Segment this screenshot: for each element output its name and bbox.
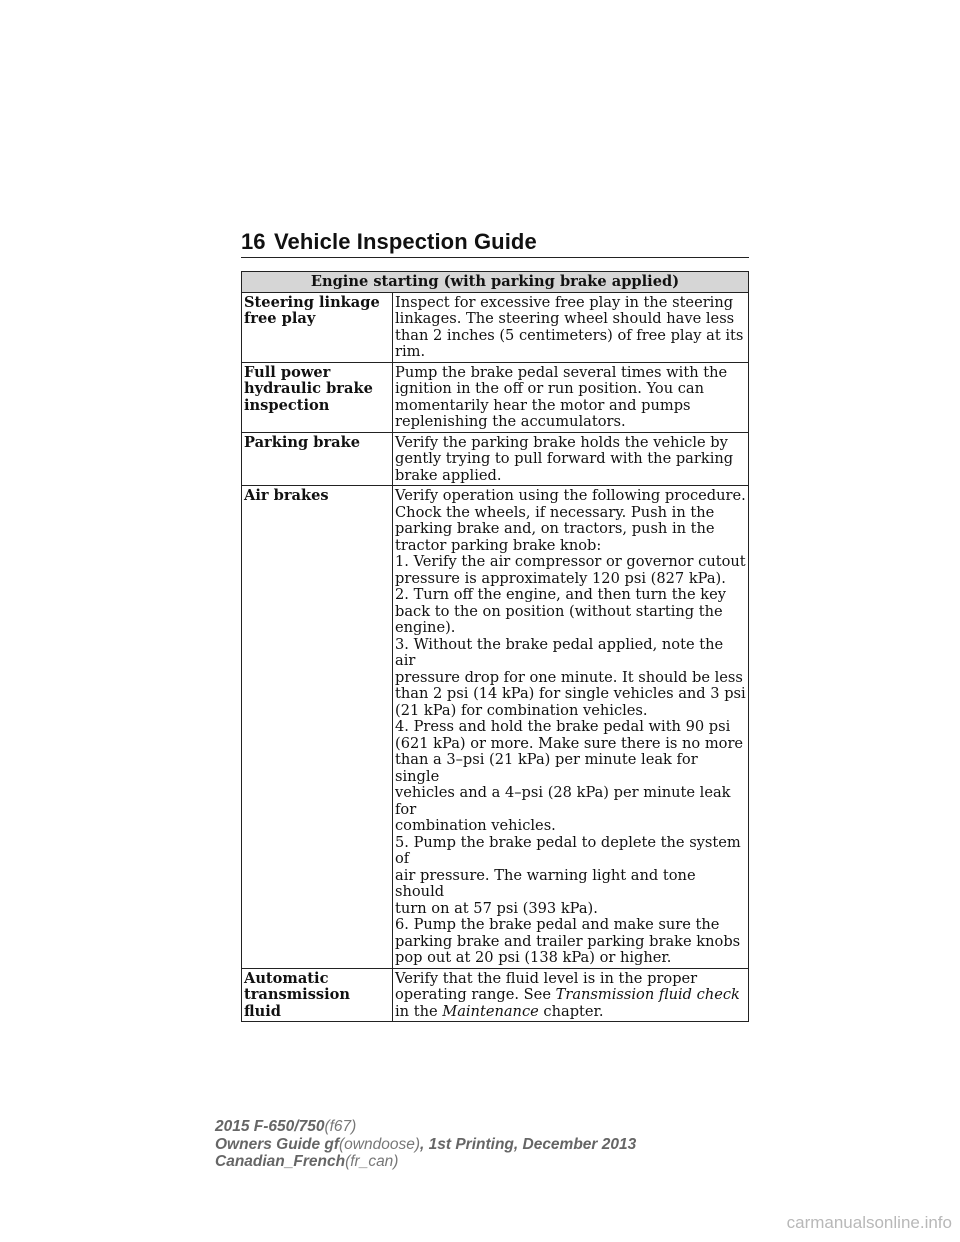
table-row	[242, 432, 749, 486]
row-description-line: pressure drop for one minute. It should be less	[395, 668, 743, 686]
row-description-line: 3. Without the brake pedal applied, note the air	[395, 635, 724, 669]
footer-guide: Owners Guide gf	[215, 1135, 340, 1153]
row-description	[393, 486, 749, 969]
inspection-table	[241, 271, 749, 1022]
row-description-line: than 2 inches (5 centimeters) of free play at its	[395, 326, 744, 344]
row-description-line: air pressure. The warning light and tone should	[395, 866, 696, 900]
table-body	[242, 292, 749, 1022]
row-description-line: back to the on position (without starting the	[395, 602, 723, 620]
row-description-line: vehicles and a 4–psi (28 kPa) per minute leak for	[395, 784, 731, 818]
cross-reference: Transmission fluid check	[555, 986, 740, 1003]
page-header	[241, 229, 749, 258]
row-description-line: 6. Pump the brake pedal and make sure the	[395, 916, 720, 933]
footer-language-code: (fr_can)	[345, 1153, 399, 1170]
row-description-line: engine).	[395, 619, 456, 636]
row-label-line: Automatic	[244, 969, 329, 987]
footer-line-2	[215, 1136, 636, 1154]
row-description-line: linkages. The steering wheel should have less	[395, 310, 735, 327]
row-label-line: hydraulic brake	[244, 380, 373, 397]
row-description-line: momentarily hear the motor and pumps	[395, 396, 691, 414]
row-label	[242, 292, 393, 362]
row-label	[242, 968, 393, 1022]
page-number: 16	[241, 229, 266, 254]
row-description-line: Verify that the fluid level is in the proper	[395, 969, 698, 987]
document-footer	[215, 1118, 636, 1171]
description-text: chapter.	[538, 1002, 604, 1020]
table-header-row	[242, 272, 749, 293]
row-description-line: Pump the brake pedal several times with the	[395, 363, 728, 381]
row-description	[393, 968, 749, 1022]
table-row	[242, 292, 749, 362]
row-label-line: Parking brake	[244, 433, 361, 451]
row-description-line: pressure is approximately 120 psi (827 kPa).	[395, 569, 726, 587]
table-row	[242, 486, 749, 969]
footer-model: 2015 F-650/750	[215, 1118, 325, 1135]
row-description-line: turn on at 57 psi (393 kPa).	[395, 899, 598, 917]
description-text: operating range. See	[395, 986, 556, 1003]
row-description-line: tractor parking brake knob:	[395, 536, 602, 554]
watermark: carmanualsonline.info	[786, 1213, 952, 1232]
footer-guide-code: (owndoose)	[339, 1135, 421, 1153]
row-description-line: Chock the wheels, if necessary. Push in the	[395, 503, 715, 521]
table-heading: Engine starting (with parking brake applied)	[242, 272, 749, 293]
footer-model-code: (f67)	[324, 1118, 357, 1135]
row-description-line: Inspect for excessive free play in the steering	[395, 293, 734, 311]
row-description	[393, 292, 749, 362]
row-description-line	[395, 987, 746, 1004]
row-label-line: Full power	[244, 363, 331, 381]
row-description-line: 1. Verify the air compressor or governor cutout	[395, 553, 746, 570]
row-description-line: (21 kPa) for combination vehicles.	[395, 701, 648, 719]
chapter-reference: Maintenance	[442, 1002, 539, 1020]
row-label-line: free play	[244, 310, 316, 327]
footer-line-3	[215, 1153, 636, 1171]
row-label-line: inspection	[244, 396, 330, 414]
row-description-line: 2. Turn off the engine, and then turn the key	[395, 586, 726, 603]
row-label	[242, 432, 393, 486]
row-description	[393, 362, 749, 432]
section-title: Vehicle Inspection Guide	[274, 229, 537, 254]
row-description-line: Verify operation using the following procedure.	[395, 487, 746, 504]
row-description-line: gently trying to pull forward with the parking	[395, 450, 734, 467]
row-description	[393, 432, 749, 486]
table-row	[242, 968, 749, 1022]
row-description-line: pop out at 20 psi (138 kPa) or higher.	[395, 949, 672, 966]
row-description-line: ignition in the off or run position. You can	[395, 380, 705, 397]
row-description-line	[395, 1004, 746, 1021]
row-description-line: than a 3–psi (21 kPa) per minute leak for single	[395, 751, 698, 785]
row-description-line: replenishing the accumulators.	[395, 413, 626, 430]
row-description-line: parking brake and trailer parking brake knobs	[395, 932, 741, 950]
row-description-line: rim.	[395, 343, 426, 360]
row-description-line: 4. Press and hold the brake pedal with 90 psi	[395, 718, 731, 735]
row-description-line: parking brake and, on tractors, push in the	[395, 520, 715, 537]
row-description-line: than 2 psi (14 kPa) for single vehicles and 3 psi	[395, 685, 746, 702]
footer-printing: , 1st Printing, December 2013	[420, 1135, 637, 1153]
row-description-line: (621 kPa) or more. Make sure there is no more	[395, 734, 744, 752]
footer-language: Canadian_French	[215, 1153, 346, 1170]
row-description-line: combination vehicles.	[395, 817, 556, 834]
row-label-line: Steering linkage	[244, 293, 380, 311]
row-description-line: brake applied.	[395, 466, 502, 484]
row-description-line: Verify the parking brake holds the vehicle by	[395, 433, 728, 451]
row-label	[242, 486, 393, 969]
row-description-line: 5. Pump the brake pedal to deplete the system of	[395, 833, 741, 867]
row-label-line: transmission fluid	[244, 986, 351, 1020]
description-text: in the	[395, 1002, 443, 1020]
row-label	[242, 362, 393, 432]
table-row	[242, 362, 749, 432]
footer-line-1	[215, 1118, 636, 1136]
row-label-line: Air brakes	[244, 487, 329, 504]
